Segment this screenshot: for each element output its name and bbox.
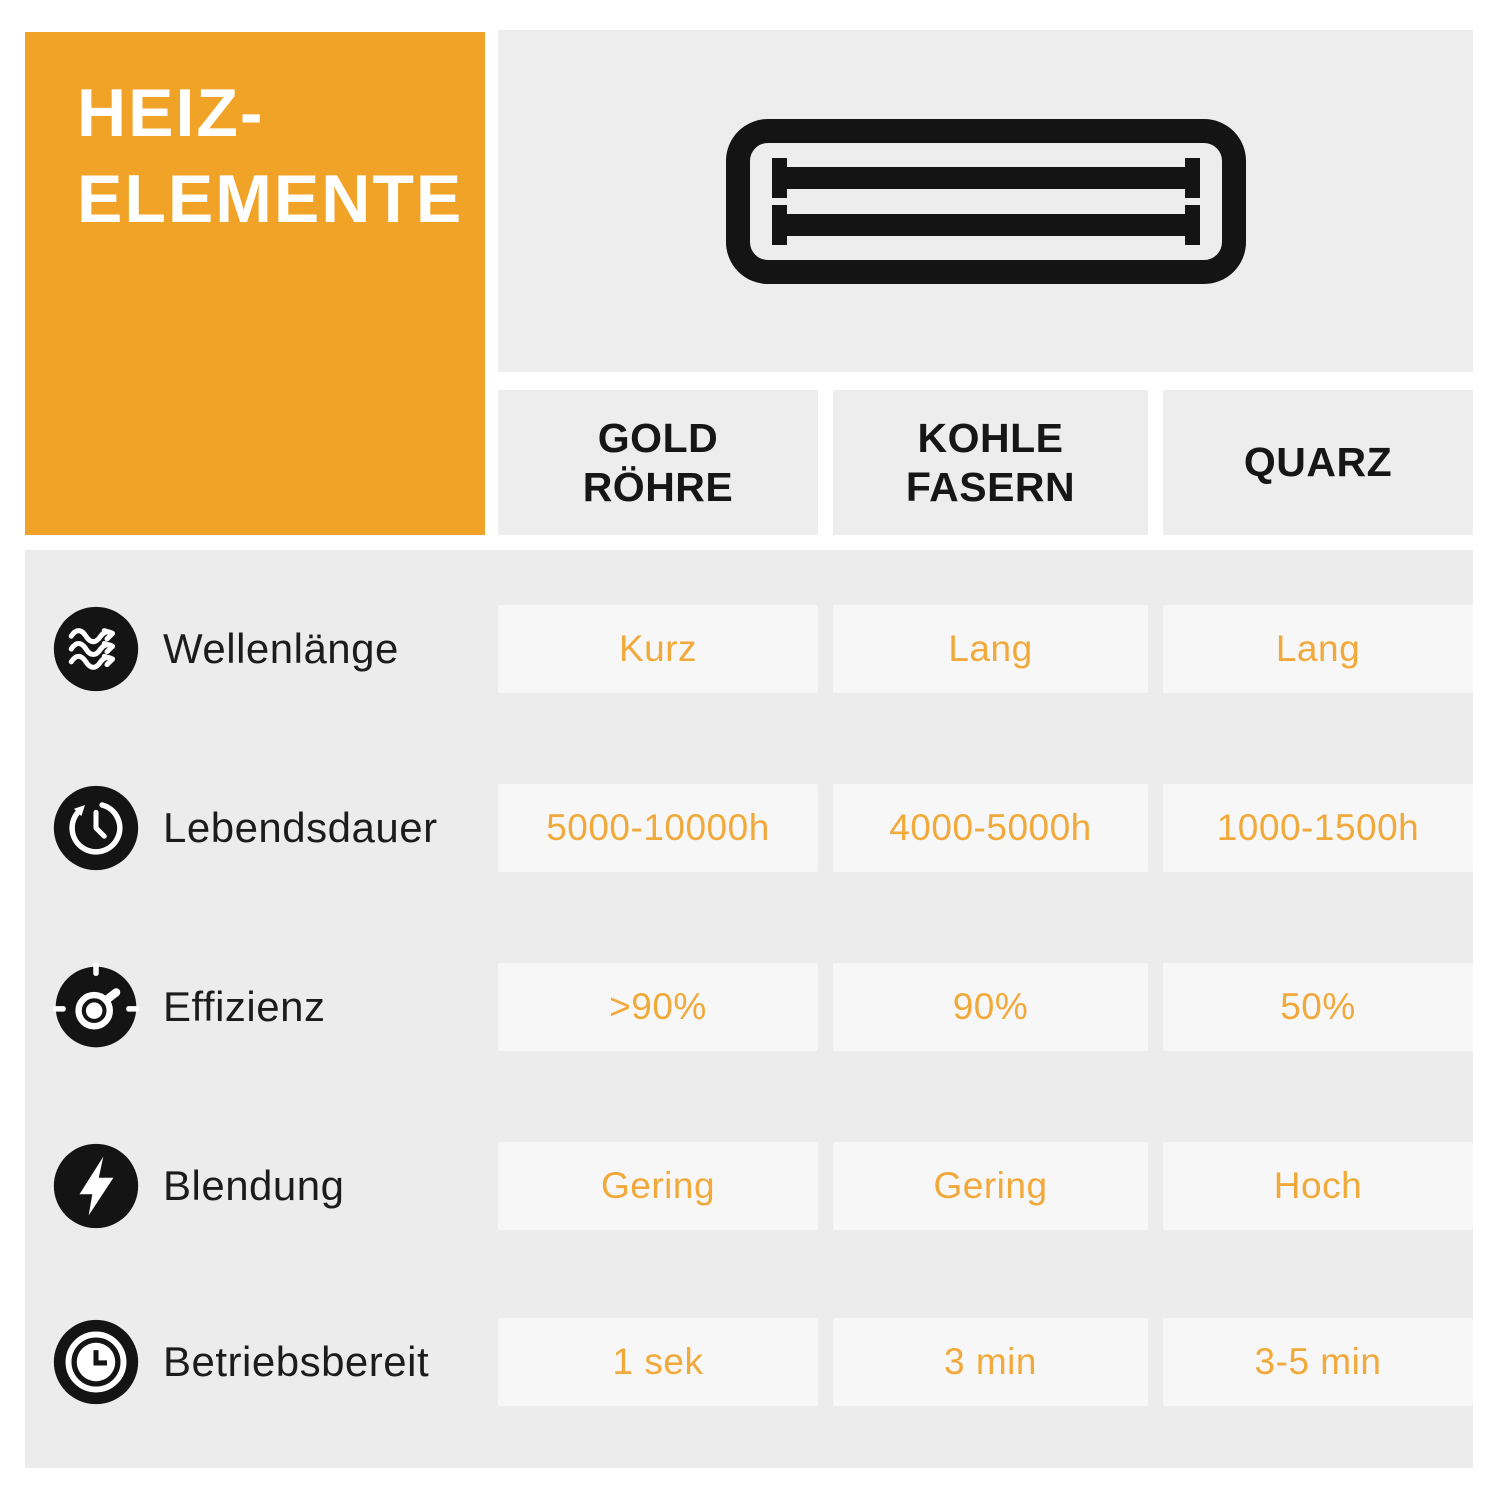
cell-wellenlaenge-kohle: Lang xyxy=(833,605,1148,693)
title-block xyxy=(25,32,485,535)
row-label-lebendsdauer: Lebendsdauer xyxy=(163,804,438,851)
cell-blendung-gold: Gering xyxy=(498,1142,818,1230)
cell-lebendsdauer-quarz: 1000-1500h xyxy=(1163,784,1473,872)
cell-effizienz-gold: >90% xyxy=(498,963,818,1051)
column-header-line: RÖHRE xyxy=(582,463,734,510)
hero-panel xyxy=(498,30,1473,372)
cell-betriebsbereit-quarz: 3-5 min xyxy=(1163,1318,1473,1406)
cell-lebendsdauer-gold: 5000-10000h xyxy=(498,784,818,872)
column-header-kohle-fasern xyxy=(833,390,1148,535)
cell-blendung-kohle: Gering xyxy=(833,1142,1148,1230)
page-title-line-2: ELEMENTE xyxy=(77,161,464,237)
row-label-effizienz: Effizienz xyxy=(163,983,326,1030)
glare-lightning-icon xyxy=(52,1142,140,1230)
cell-effizienz-kohle: 90% xyxy=(833,963,1148,1051)
column-header-quarz xyxy=(1163,390,1473,535)
column-header-line: FASERN xyxy=(905,463,1076,510)
row-label-blendung: Blendung xyxy=(163,1162,345,1209)
lifespan-history-clock-icon xyxy=(52,784,140,872)
cell-betriebsbereit-gold: 1 sek xyxy=(498,1318,818,1406)
cell-wellenlaenge-quarz: Lang xyxy=(1163,605,1473,693)
column-header-line: GOLD xyxy=(597,414,719,461)
efficiency-dial-icon xyxy=(52,963,140,1051)
cell-effizienz-quarz: 50% xyxy=(1163,963,1473,1051)
page-title-line-1: HEIZ- xyxy=(77,75,265,151)
wavelength-waves-icon xyxy=(52,605,140,693)
row-label-wellenlaenge: Wellenlänge xyxy=(163,625,399,672)
row-label-betriebsbereit: Betriebsbereit xyxy=(163,1338,430,1385)
cell-betriebsbereit-kohle: 3 min xyxy=(833,1318,1148,1406)
cell-wellenlaenge-gold: Kurz xyxy=(498,605,818,693)
column-header-line: KOHLE xyxy=(917,414,1064,461)
ready-time-clock-icon xyxy=(52,1318,140,1406)
column-header-gold-roehre xyxy=(498,390,818,535)
cell-blendung-quarz: Hoch xyxy=(1163,1142,1473,1230)
column-header-line: QUARZ xyxy=(1243,439,1393,485)
infrared-heater-icon xyxy=(726,119,1246,284)
cell-lebendsdauer-kohle: 4000-5000h xyxy=(833,784,1148,872)
